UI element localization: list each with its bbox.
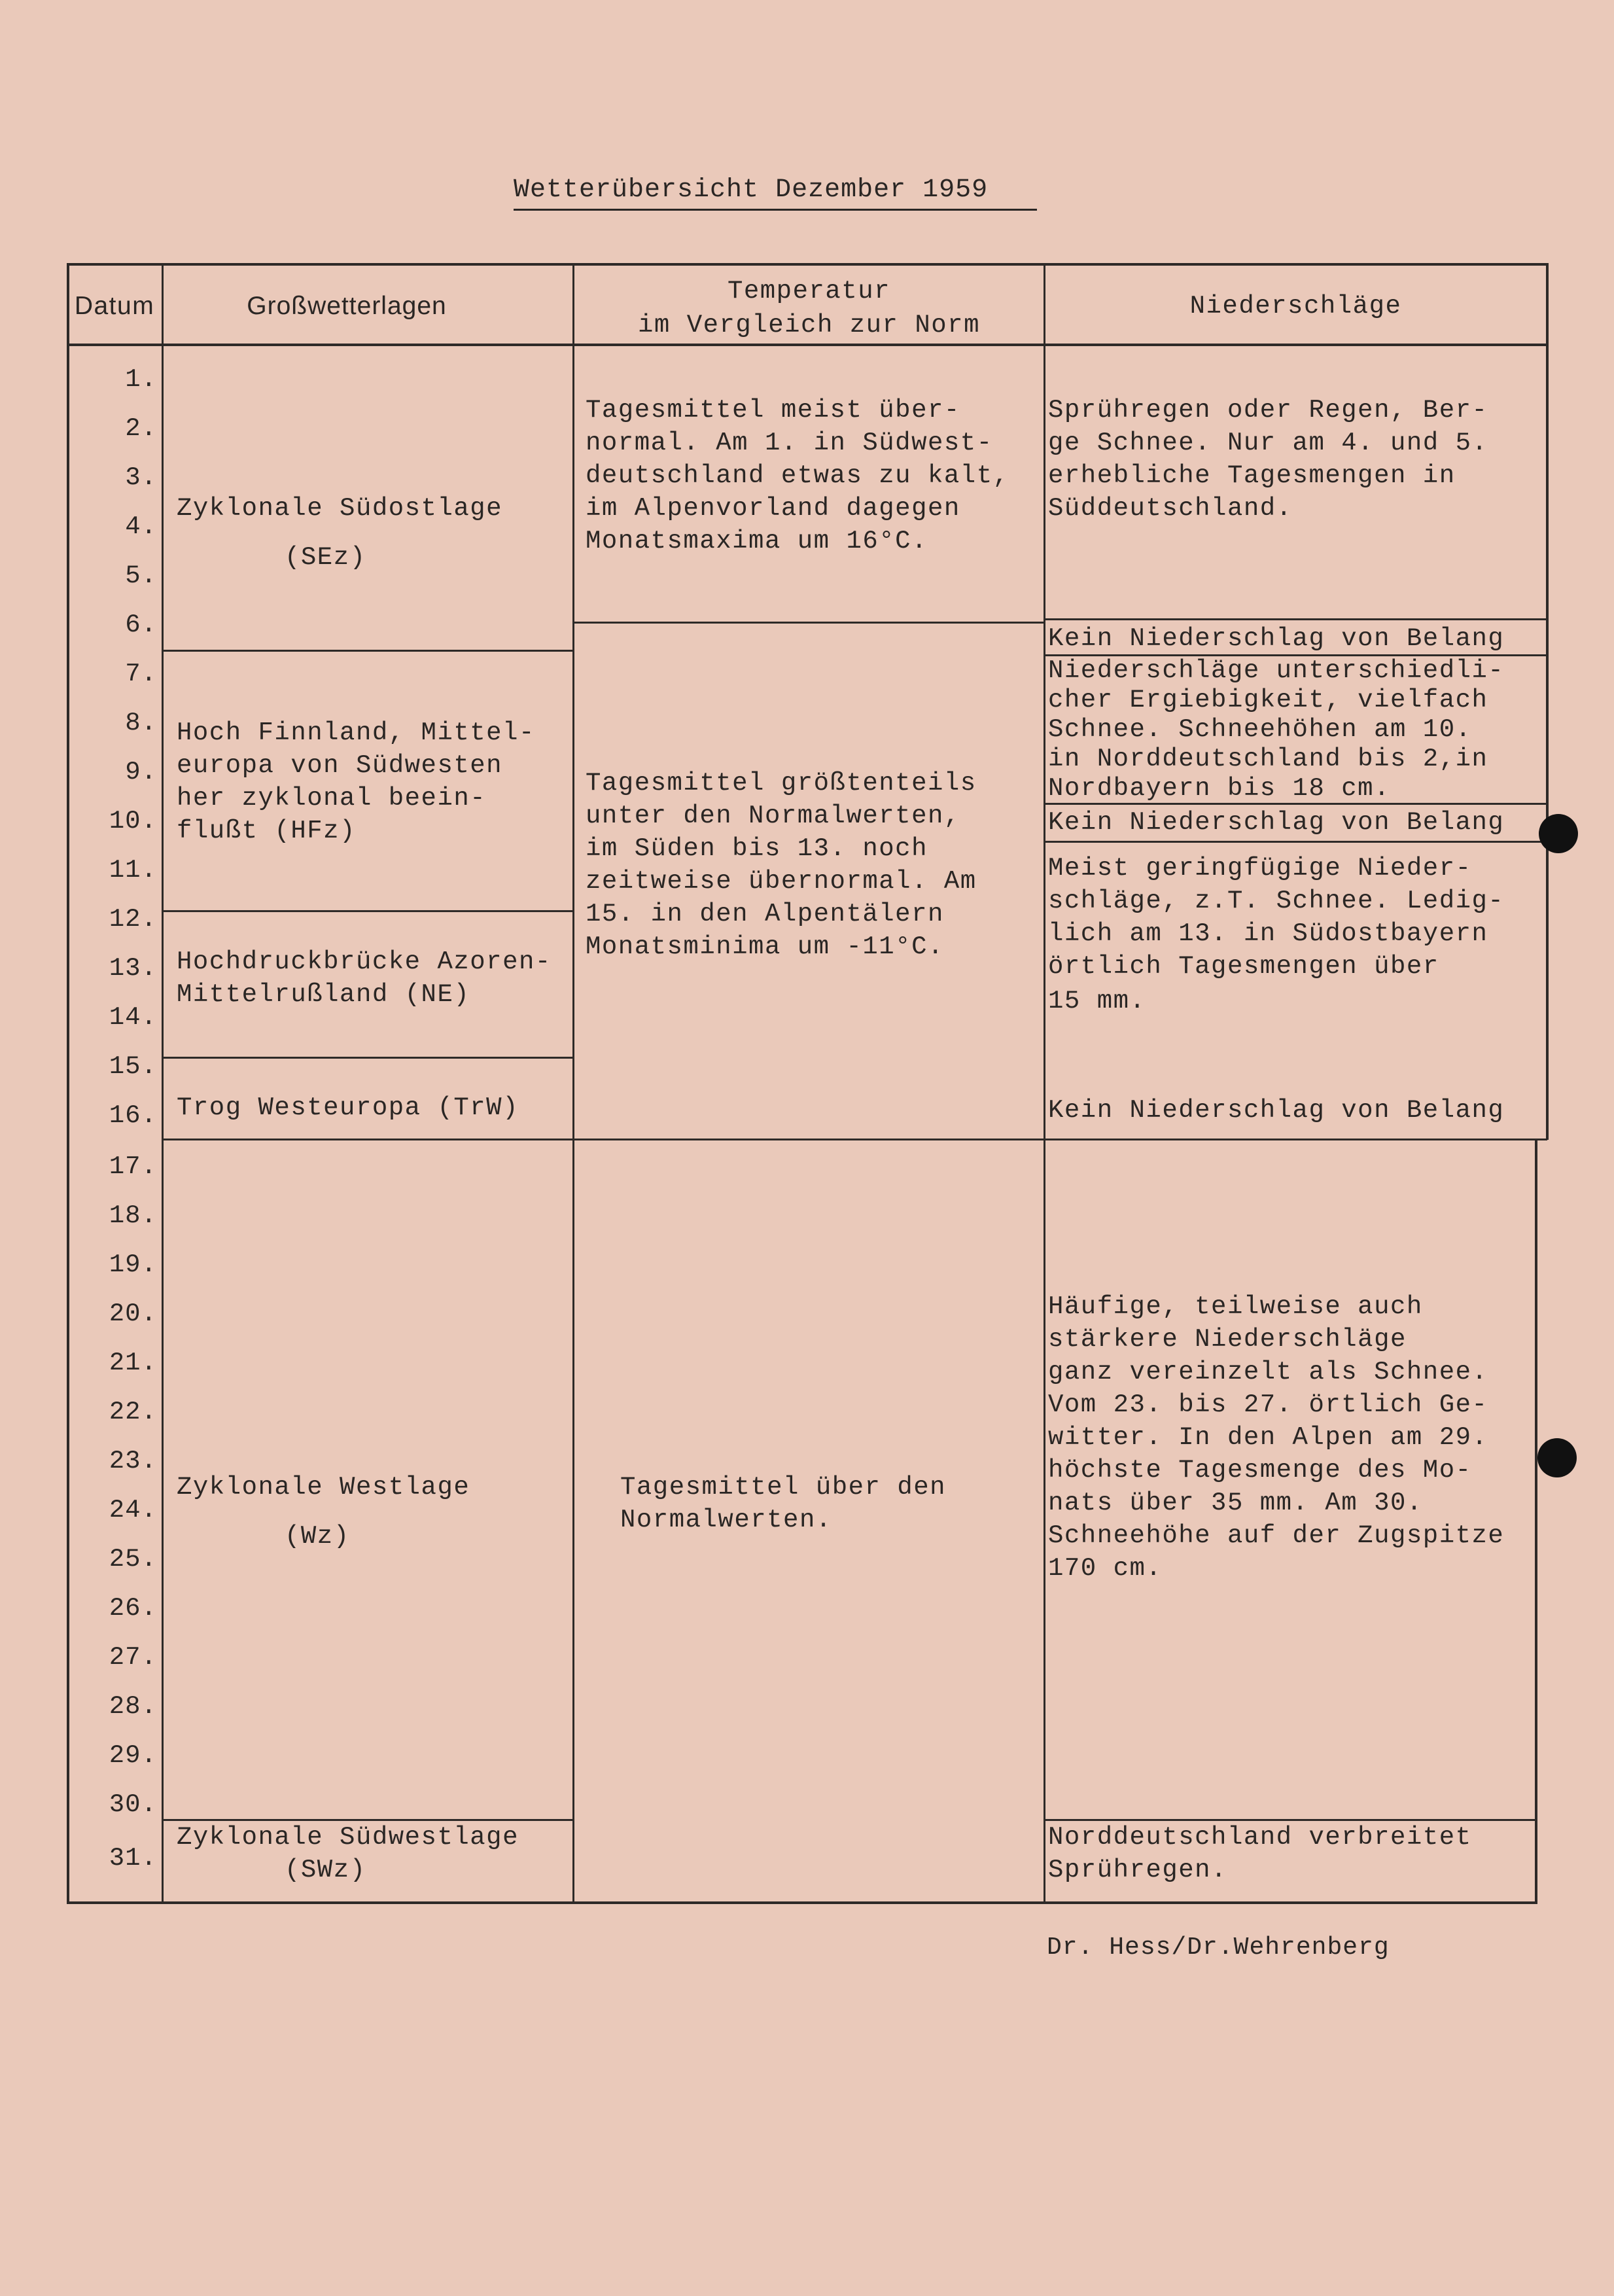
table-border-bottom <box>67 1901 1535 1904</box>
precip-n5-line4: örtlich Tagesmengen über <box>1048 952 1439 981</box>
header-divider <box>67 344 1549 346</box>
gwl-hfz-line1: Hoch Finnland, Mittel- <box>177 718 535 747</box>
gwl-separator-5 <box>164 650 572 652</box>
precip-separator-16 <box>1045 1139 1547 1140</box>
day-29: 29. <box>109 1741 157 1770</box>
precip-n3-line2: cher Ergiebigkeit, vielfach <box>1048 686 1488 715</box>
gwl-ne-line1: Hochdruckbrücke Azoren- <box>177 947 552 976</box>
temp-block2-line5: 15. in den Alpentälern <box>586 900 944 928</box>
precip-n3-line1: Niederschläge unterschiedli- <box>1048 656 1505 685</box>
precip-separator-5 <box>1045 618 1547 620</box>
precip-n7-line4: Vom 23. bis 27. örtlich Ge- <box>1048 1390 1488 1419</box>
gwl-separator-16 <box>164 1139 572 1140</box>
temp-block3-line2: Normalwerten. <box>620 1506 832 1534</box>
precip-n5-line1: Meist geringfügige Nieder- <box>1048 854 1472 883</box>
day-7: 7. <box>125 660 157 688</box>
day-2: 2. <box>125 414 157 443</box>
day-17: 17. <box>109 1152 157 1181</box>
day-27: 27. <box>109 1643 157 1672</box>
table-border-right <box>1546 263 1549 1140</box>
temp-block3-line1: Tagesmittel über den <box>620 1473 947 1502</box>
gwl-trw-line1: Trog Westeuropa (TrW) <box>177 1093 519 1122</box>
gwl-ne-line2: Mittelrußland (NE) <box>177 980 470 1009</box>
gwl-hfz-line3: her zyklonal beein- <box>177 784 487 813</box>
header-datum: Datum <box>74 292 155 320</box>
precip-n4-line1: Kein Niederschlag von Belang <box>1048 808 1505 837</box>
day-8: 8. <box>125 709 157 737</box>
precip-n7-line5: witter. In den Alpen am 29. <box>1048 1423 1488 1452</box>
temp-block1-line4: im Alpenvorland dagegen <box>586 494 960 523</box>
temp-block2-line1: Tagesmittel größtenteils <box>586 769 977 798</box>
precip-n6-line1: Kein Niederschlag von Belang <box>1048 1096 1505 1125</box>
table-border-top <box>67 263 1549 266</box>
precip-n7-line1: Häufige, teilweise auch <box>1048 1292 1423 1321</box>
temp-block1-line1: Tagesmittel meist über- <box>586 396 960 425</box>
precip-n7-line3: ganz vereinzelt als Schnee. <box>1048 1358 1488 1386</box>
day-15: 15. <box>109 1052 157 1081</box>
precip-n7-line9: 170 cm. <box>1048 1554 1163 1583</box>
gwl-separator-14 <box>164 1057 572 1059</box>
gwl-swz-line1: Zyklonale Südwestlage <box>177 1823 519 1852</box>
precip-n5-line2: schläge, z.T. Schnee. Ledig- <box>1048 887 1505 915</box>
gwl-wz-line2: (Wz) <box>285 1522 350 1551</box>
signature: Dr. Hess/Dr.Wehrenberg <box>1047 1934 1390 1962</box>
punch-hole-lower <box>1537 1438 1577 1477</box>
day-5: 5. <box>125 561 157 590</box>
header-temperatur-line1: Temperatur <box>727 277 891 306</box>
gwl-swz-line2: (SWz) <box>285 1856 366 1884</box>
day-6: 6. <box>125 610 157 639</box>
punch-hole-upper <box>1539 814 1578 853</box>
gwl-wz-line1: Zyklonale Westlage <box>177 1473 470 1502</box>
precip-n7-line2: stärkere Niederschläge <box>1048 1325 1407 1354</box>
gwl-sez-line2: (SEz) <box>285 543 366 572</box>
day-23: 23. <box>109 1447 157 1475</box>
table-border-left <box>67 263 69 1904</box>
day-10: 10. <box>109 807 157 836</box>
precip-n5-line5: 15 mm. <box>1048 987 1146 1016</box>
temp-block2-line4: zeitweise übernormal. Am <box>586 867 977 896</box>
day-31: 31. <box>109 1844 157 1873</box>
table-border-right-lower <box>1535 1140 1537 1904</box>
column-divider-1 <box>162 263 164 1904</box>
day-25: 25. <box>109 1545 157 1574</box>
day-14: 14. <box>109 1003 157 1032</box>
day-19: 19. <box>109 1250 157 1279</box>
day-12: 12. <box>109 905 157 934</box>
precip-n8-line1: Norddeutschland verbreitet <box>1048 1823 1472 1852</box>
day-28: 28. <box>109 1692 157 1721</box>
day-18: 18. <box>109 1201 157 1230</box>
day-1: 1. <box>125 365 157 394</box>
header-grosswetterlagen: Großwetterlagen <box>247 292 447 320</box>
day-3: 3. <box>125 463 157 492</box>
temp-separator-16 <box>574 1139 1044 1140</box>
precip-n1-line3: erhebliche Tagesmengen in <box>1048 461 1456 490</box>
column-divider-2 <box>572 263 574 1904</box>
gwl-sez-line1: Zyklonale Südostlage <box>177 494 503 523</box>
precip-n3-line4: in Norddeutschland bis 2,in <box>1048 745 1488 773</box>
temp-block2-line2: unter den Normalwerten, <box>586 802 960 830</box>
gwl-separator-11 <box>164 910 572 912</box>
temp-block1-line5: Monatsmaxima um 16°C. <box>586 527 928 556</box>
day-16: 16. <box>109 1101 157 1130</box>
precip-n7-line8: Schneehöhe auf der Zugspitze <box>1048 1521 1505 1550</box>
gwl-hfz-line2: europa von Südwesten <box>177 751 503 780</box>
header-temperatur-line2: im Vergleich zur Norm <box>638 311 980 340</box>
page-title: Wetterübersicht Dezember 1959 <box>514 175 1037 211</box>
precip-separator-9b <box>1045 841 1547 843</box>
precip-n1-line1: Sprühregen oder Regen, Ber- <box>1048 396 1488 425</box>
temp-block1-line3: deutschland etwas zu kalt, <box>586 461 1009 490</box>
temp-block2-line6: Monatsminima um -11°C. <box>586 932 944 961</box>
header-niederschlaege: Niederschläge <box>1189 292 1402 321</box>
precip-n1-line4: Süddeutschland. <box>1048 494 1293 523</box>
precip-n2-line1: Kein Niederschlag von Belang <box>1048 624 1505 653</box>
day-20: 20. <box>109 1299 157 1328</box>
day-22: 22. <box>109 1398 157 1426</box>
precip-n7-line7: nats über 35 mm. Am 30. <box>1048 1489 1423 1517</box>
day-26: 26. <box>109 1594 157 1623</box>
gwl-hfz-line4: flußt (HFz) <box>177 817 356 845</box>
precip-n3-line3: Schnee. Schneehöhen am 10. <box>1048 715 1472 744</box>
precip-n1-line2: ge Schnee. Nur am 4. und 5. <box>1048 429 1488 457</box>
precip-n8-line2: Sprühregen. <box>1048 1856 1227 1884</box>
temp-separator-5 <box>574 622 1044 624</box>
temp-block2-line3: im Süden bis 13. noch <box>586 834 928 863</box>
day-30: 30. <box>109 1790 157 1819</box>
precip-n5-line3: lich am 13. in Südostbayern <box>1048 919 1488 948</box>
day-9: 9. <box>125 758 157 786</box>
day-11: 11. <box>109 856 157 885</box>
day-21: 21. <box>109 1349 157 1377</box>
day-4: 4. <box>125 512 157 541</box>
column-divider-3 <box>1044 263 1045 1904</box>
day-13: 13. <box>109 954 157 983</box>
precip-n7-line6: höchste Tagesmenge des Mo- <box>1048 1456 1472 1485</box>
temp-block1-line2: normal. Am 1. in Südwest- <box>586 429 993 457</box>
day-24: 24. <box>109 1496 157 1525</box>
precip-n3-line5: Nordbayern bis 18 cm. <box>1048 774 1390 803</box>
